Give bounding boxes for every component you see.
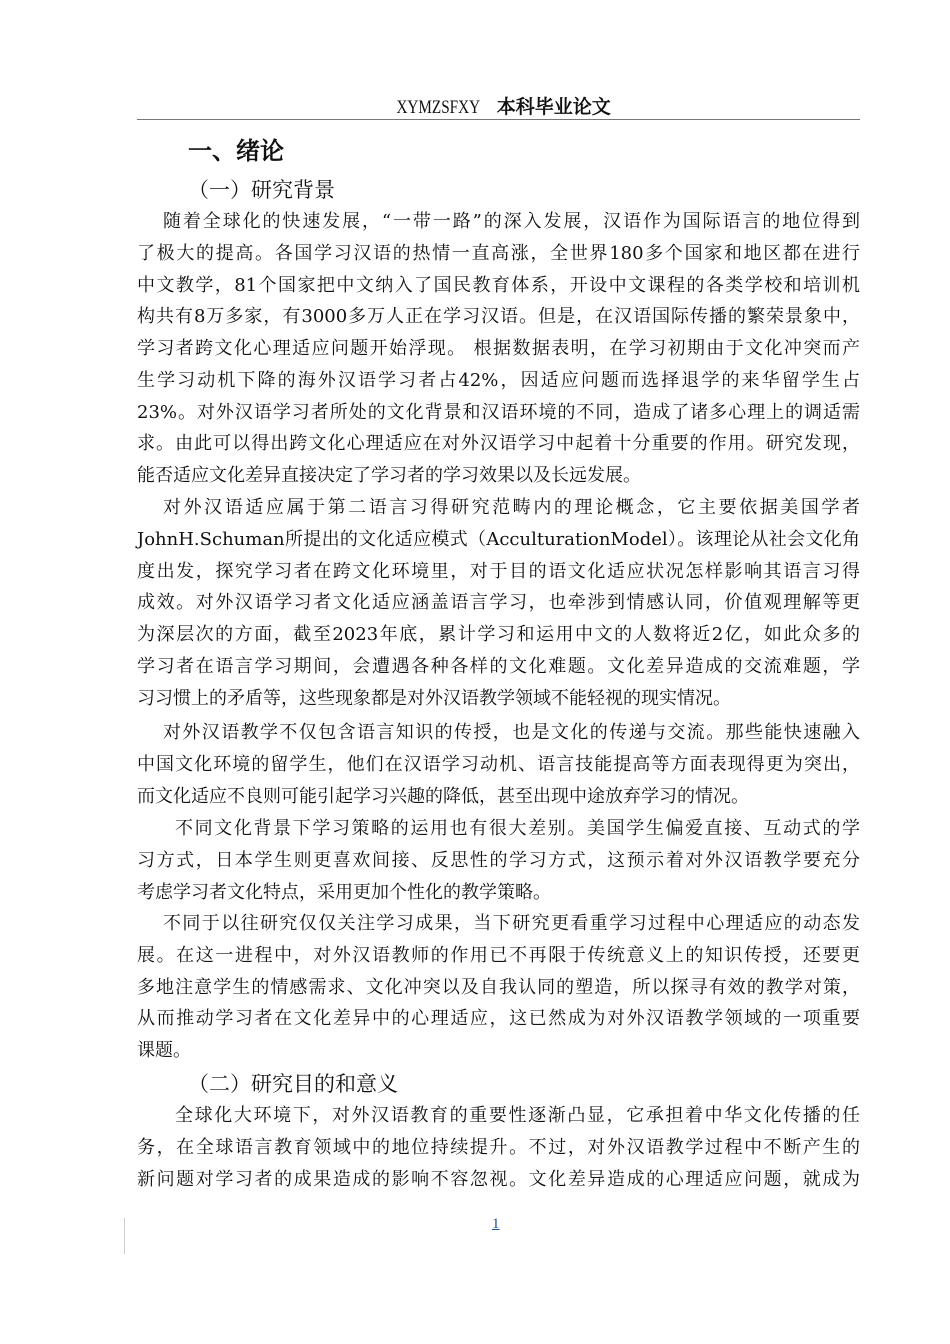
paragraph bbox=[137, 492, 860, 714]
text-line: 度出发，探究学习者在跨文化环境里，对于目的语文化适应状况怎样影响其语言习得 bbox=[137, 560, 860, 582]
text-line: 习习惯上的矛盾等，这些现象都是对外汉语教学领域不能轻视的现实情况。 bbox=[137, 687, 731, 709]
text-line: 随着全球化的快速发展，“一带一路”的深入发展，汉语作为国际语言的地位得到 bbox=[163, 211, 860, 232]
text-line: 而文化适应不良则可能引起学习兴趣的降低，甚至出现中途放弃学习的情况。 bbox=[137, 785, 749, 807]
text-line: JohnH.Schuman所提出的文化适应模式（AcculturationModel）。该理论从社会文化角 bbox=[137, 528, 860, 550]
text-line: 对外汉语适应属于第二语言习得研究范畴内的理论概念，它主要依据美国学者 bbox=[163, 497, 860, 518]
text-line: 对外汉语教学不仅包含语言知识的传授，也是文化的传递与交流。那些能快速融入 bbox=[163, 722, 860, 743]
text-line: 不同文化背景下学习策略的运用也有很大差别。美国学生偏爱直接、互动式的学 bbox=[175, 818, 860, 839]
text-line: 不同于以往研究仅仅关注学习成果，当下研究更看重学习过程中心理适应的动态发 bbox=[163, 913, 860, 934]
paragraph bbox=[137, 1100, 860, 1195]
text-line: 成效。对外汉语学习者文化适应涵盖语言学习，也牵涉到情感认同，价值观理解等更 bbox=[137, 592, 860, 614]
text-line: 生学习动机下降的海外汉语学习者占42%，因适应问题而选择退学的来华留学生占 bbox=[137, 369, 860, 391]
paragraph bbox=[137, 717, 860, 812]
text-line: 为深层次的方面，截至2023年底，累计学习和运用中文的人数将近2亿，如此众多的 bbox=[137, 624, 860, 645]
text-line: 课题。 bbox=[137, 1040, 191, 1061]
text-line: 习方式，日本学生则更喜欢间接、反思性的学习方式，这预示着对外汉语教学要充分 bbox=[137, 849, 860, 871]
text-line: 能否适应文化差异直接决定了学习者的学习效果以及长远发展。 bbox=[137, 465, 641, 486]
page-header bbox=[137, 94, 860, 121]
text-line: 多地注意学生的情感需求、文化冲突以及自我认同的塑造，所以探寻有效的教学对策， bbox=[137, 976, 860, 998]
text-line: 务，在全球语言教育领域中的地位持续提升。不过，对外汉语教学过程中不断产生的 bbox=[137, 1136, 860, 1158]
paragraph bbox=[137, 908, 860, 1067]
section-heading-background: （一）研究背景 bbox=[188, 178, 335, 202]
text-line: 中国文化环境的留学生，他们在汉语学习动机、语言技能提高等方面表现得更为突出， bbox=[137, 753, 860, 775]
text-line: 23%。对外汉语学习者所处的文化背景和汉语环境的不同，造成了诸多心理上的调适需 bbox=[137, 401, 860, 423]
text-line: 全球化大环境下，对外汉语教育的重要性逐渐凸显，它承担着中华文化传播的任 bbox=[175, 1105, 860, 1126]
margin-line bbox=[124, 1218, 125, 1254]
text-line: 从而推动学习者在文化差异中的心理适应，这已然成为对外汉语教学领域的一项重要 bbox=[137, 1008, 860, 1030]
text-line: 展。在这一进程中，对外汉语教师的作用已不再限于传统意义上的知识传授，还要更 bbox=[137, 944, 860, 966]
text-line: 了极大的提高。各国学习汉语的热情一直高涨，全世界180多个国家和地区都在进行 bbox=[137, 242, 860, 264]
text-line: 构共有8万多家，有3000多万人正在学习汉语。但是，在汉语国际传播的繁荣景象中， bbox=[137, 306, 860, 328]
page-number[interactable]: 1 bbox=[492, 1216, 500, 1232]
section-heading-purpose: （二）研究目的和意义 bbox=[188, 1072, 398, 1096]
header-title: 本科毕业论文 bbox=[496, 96, 611, 118]
header-code: XYMZSFXY bbox=[396, 97, 481, 118]
text-line: 新问题对学习者的成果造成的影响不容忽视。文化差异造成的心理适应问题，就成为 bbox=[137, 1168, 860, 1190]
text-line: 学习者在语言学习期间，会遭遇各种各样的文化难题。文化差异造成的交流难题，学 bbox=[137, 655, 860, 677]
chapter-heading: 一、绪论 bbox=[188, 137, 284, 165]
text-line: 中文教学，81个国家把中文纳入了国民教育体系，开设中文课程的各类学校和培训机 bbox=[137, 274, 860, 296]
text-line: 学习者跨文化心理适应问题开始浮现。 根据数据表明，在学习初期由于文化冲突而产 bbox=[137, 338, 860, 359]
text-line: 考虑学习者文化特点，采用更加个性化的教学策略。 bbox=[137, 881, 551, 903]
text-line: 求。由此可以得出跨文化心理适应在对外汉语学习中起着十分重要的作用。研究发现， bbox=[137, 433, 860, 455]
header-rule bbox=[137, 119, 860, 120]
paragraph bbox=[137, 813, 860, 908]
paragraph bbox=[137, 206, 860, 492]
